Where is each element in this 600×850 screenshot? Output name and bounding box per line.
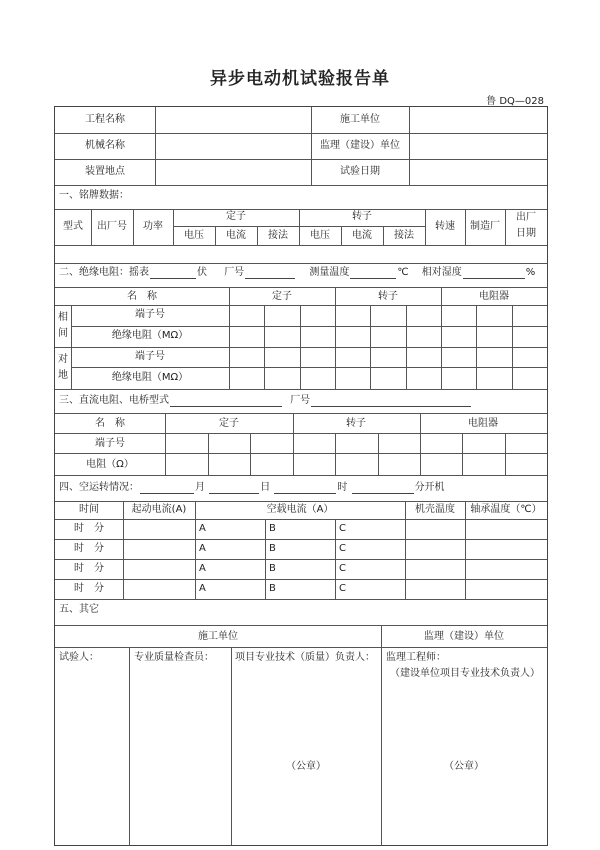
dc-resistor-label: 电阻器 [468, 418, 498, 429]
ins-terminal-label-2: 端子号 [135, 351, 165, 362]
section4-header: 四、空运转情况： 月 日 时 分开机 [59, 482, 445, 493]
noload-current-label: 空载电流（A） [266, 504, 334, 515]
dc-name-label: 名 称 [95, 418, 125, 429]
row2-phase-c: C [339, 543, 346, 554]
section1-title: 一、铭牌数据： [59, 190, 129, 201]
tester-label: 试验人： [59, 652, 99, 663]
row4-time: 时 分 [74, 583, 104, 594]
row3-phase-b: B [269, 563, 276, 574]
section5-title: 五、其它 [59, 604, 99, 615]
row2-time: 时 分 [74, 543, 104, 554]
section2-header: 二、绝缘电阻：摇表 伏 厂号 测量温度 ℃ 相对湿度 % [59, 267, 536, 278]
ins-resistance-label-1: 绝缘电阻（MΩ） [111, 330, 189, 341]
sig-supervision-unit: 监理（建设）单位 [424, 631, 504, 642]
row2-phase-a: A [199, 543, 206, 554]
factory-no-label: 出厂号 [97, 221, 127, 232]
ins-name-label: 名 称 [127, 291, 157, 302]
time-label: 时间 [79, 504, 99, 515]
dc-terminal-label: 端子号 [95, 438, 125, 449]
ins-stator-label: 定子 [272, 291, 292, 302]
dc-resistance-label: 电阻（Ω） [86, 459, 134, 470]
project-name-label: 工程名称 [85, 114, 125, 125]
quality-inspector-label: 专业质量检查员： [134, 652, 214, 663]
rotor-label: 转子 [352, 211, 372, 222]
rotor-current-label: 电流 [352, 230, 372, 241]
test-date-label: 试验日期 [340, 166, 380, 177]
form-title: 异步电动机试验报告单 [210, 69, 390, 89]
factory-date-label-2: 日期 [516, 228, 536, 239]
row1-phase-c: C [339, 523, 346, 534]
phase-to-ground-label: 对 地 [58, 354, 68, 381]
factory-date-label-1: 出厂 [516, 212, 536, 223]
supervision-seal: （公章） [444, 761, 484, 772]
construction-seal: （公章） [286, 761, 326, 772]
row1-phase-a: A [199, 523, 206, 534]
rotor-voltage-label: 电压 [310, 230, 330, 241]
stator-wiring-label: 接法 [268, 230, 288, 241]
case-temp-label: 机壳温度 [415, 504, 455, 515]
row3-phase-a: A [199, 563, 206, 574]
stator-current-label: 电流 [226, 230, 246, 241]
phase-to-phase-label: 相 间 [58, 312, 68, 339]
start-current-label: 起动电流(A) [131, 504, 187, 515]
row3-time: 时 分 [74, 563, 104, 574]
section3-header: 三、直流电阻、电桥型式 厂号 [59, 395, 472, 407]
dc-rotor-label: 转子 [346, 418, 366, 429]
row4-phase-a: A [199, 583, 206, 594]
owner-tech-label: （建设单位项目专业技术负责人） [390, 668, 540, 679]
model-label: 型式 [63, 221, 83, 232]
tech-leader-label: 项目专业技术（质量）负责人： [235, 652, 375, 663]
rotor-wiring-label: 接法 [394, 230, 414, 241]
row2-phase-b: B [269, 543, 276, 554]
ins-resistance-label-2: 绝缘电阻（MΩ） [111, 372, 189, 383]
report-form [54, 106, 548, 846]
row1-time: 时 分 [74, 523, 104, 534]
supervision-unit-label: 监理（建设）单位 [320, 140, 400, 151]
ins-resistor-label: 电阻器 [479, 291, 509, 302]
manufacturer-label: 制造厂 [470, 221, 500, 232]
ins-rotor-label: 转子 [378, 291, 398, 302]
machine-name-label: 机械名称 [85, 140, 125, 151]
ins-terminal-label-1: 端子号 [135, 309, 165, 320]
bearing-temp-label: 轴承温度（℃） [470, 504, 542, 515]
sig-construction-unit: 施工单位 [198, 631, 238, 642]
power-label: 功率 [143, 221, 163, 232]
row3-phase-c: C [339, 563, 346, 574]
form-code: 鲁 DQ—028 [486, 96, 544, 107]
install-location-label: 装置地点 [85, 166, 125, 177]
stator-voltage-label: 电压 [184, 230, 204, 241]
row4-phase-b: B [269, 583, 276, 594]
supervisor-label: 监理工程师： [386, 652, 446, 663]
dc-stator-label: 定子 [219, 418, 239, 429]
row1-phase-b: B [269, 523, 276, 534]
speed-label: 转速 [435, 221, 455, 232]
construction-unit-label: 施工单位 [340, 114, 380, 125]
stator-label: 定子 [226, 211, 246, 222]
row4-phase-c: C [339, 583, 346, 594]
